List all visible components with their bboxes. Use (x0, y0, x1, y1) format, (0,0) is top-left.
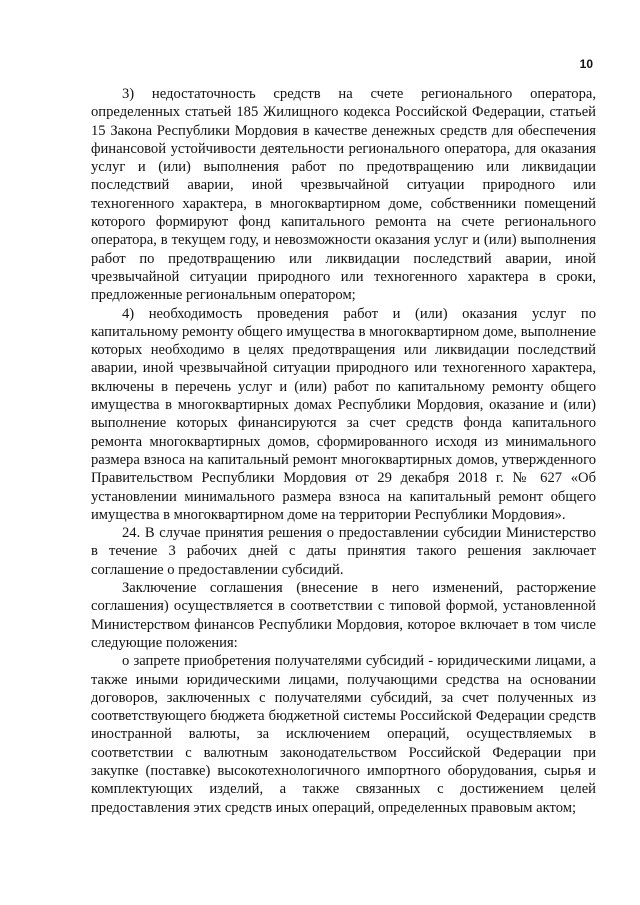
paragraph-clause-24: 24. В случае принятия решения о предоставлении субсидии Министерство в течение 3 рабочих дней с даты принятия такого решения заключает соглашение о предоставлении субсидий. (91, 525, 596, 578)
paragraph-item-3: 3) недостаточность средств на счете регионального оператора, определенных статьей 185 Жилищного кодекса Российской Федерации, статьей 15 Закона Республики Мордовия в качестве денежных средств для обеспечения финансовой устойчивости деятельности регионального оператора, для оказания услуг и (или) выполнения работ по предотвращению или ликвидации последствий аварии, иной чрезвычайной ситуации природного или техногенного характера, в многоквартирном доме, собственники помещений которого формируют фонд капитального ремонта на счете регионального оператора, в текущем году, и невозможности оказания услуг и (или) выполнения работ по предотвращению или ликвидации последствий аварии, иной чрезвычайной ситуации природного или техногенного характера в сроки, предложенные региональным оператором; (91, 86, 596, 304)
paragraph-agreement-terms: Заключение соглашения (внесение в него изменений, расторжение соглашения) осуществляется в соответствии с типовой формой, установленной Министерством финансов Республики Мордовия, которое включает в том числе следующие положения: (91, 580, 596, 651)
document-body (91, 85, 596, 817)
page-number: 10 (579, 57, 593, 71)
paragraph-currency-prohibition: о запрете приобретения получателями субсидий - юридическими лицами, а также иными юридическими лицами, получающими средства на основании договоров, заключенных с получателями субсидий, за счет полученных из соответствующего бюджета бюджетной системы Российской Федерации средств иностранной валюты, за исключением операций, осуществляемых в соответствии с валютным законодательством Российской Федерации при закупке (поставке) высокотехнологичного импортного оборудования, сырья и комплектующих изделий, а также связанных с достижением целей предоставления этих средств иных операций, определенных правовым актом; (91, 653, 596, 816)
paragraph-item-4: 4) необходимость проведения работ и (или) оказания услуг по капитальному ремонту общего имущества в многоквартирном доме, выполнение которых необходимо в целях предотвращения или ликвидации последствий аварии, иной чрезвычайной ситуации природного или техногенного характера, включены в перечень услуг и (или) работ по капитальному ремонту общего имущества в многоквартирных домах Республики Мордовия, оказание и (или) выполнение которых финансируются за счет средств фонда капитального ремонта многоквартирных домов, сформированного исходя из минимального размера взноса на капитальный ремонт многоквартирных домов, утвержденного Правительством Республики Мордовия от 29 декабря 2018 г. № 627 «Об установлении минимального размера взноса на капитальный ремонт общего имущества в многоквартирном доме на территории Республики Мордовия». (91, 305, 596, 523)
